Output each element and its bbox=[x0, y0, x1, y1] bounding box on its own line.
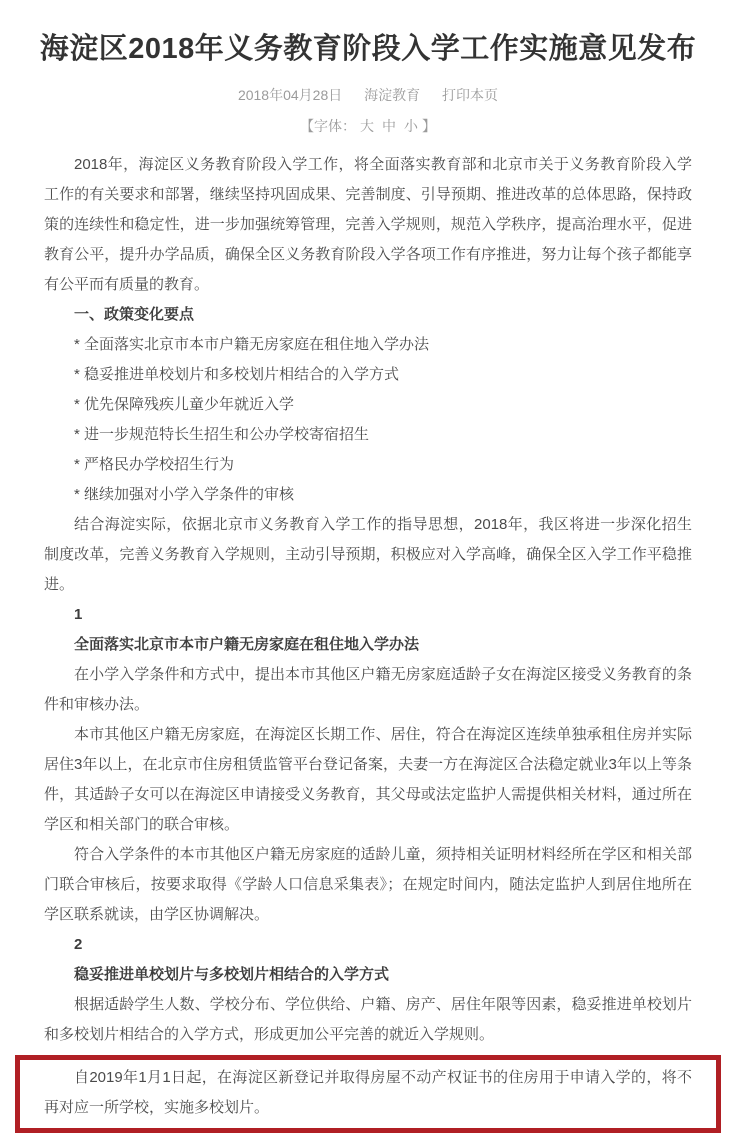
paragraph: 结合海淀实际，依据北京市义务教育入学工作的指导思想，2018年，我区将进一步深化招生制度改革，完善义务教育入学规则，主动引导预期，积极应对入学高峰，确保全区入学工作平稳推进。 bbox=[44, 516, 692, 594]
paragraph: 根据适龄学生人数、学校分布、学位供给、户籍、房产、居住年限等因素，稳妥推进单校划片和多校划片相结合的入学方式，形成更加公平完善的就近入学规则。 bbox=[44, 996, 692, 1044]
page-title: 海淀区2018年义务教育阶段入学工作实施意见发布 bbox=[39, 33, 697, 65]
font-size-option-medium[interactable]: 中 bbox=[382, 118, 396, 135]
font-size-option-small[interactable]: 小 bbox=[404, 118, 418, 135]
bullet-item: * 继续加强对小学入学条件的审核 bbox=[74, 486, 295, 504]
bullet-item: * 优先保障残疾儿童少年就近入学 bbox=[74, 396, 295, 414]
paragraph: 在小学入学条件和方式中，提出本市其他区户籍无房家庭适龄子女在海淀区接受义务教育的条件和审核办法。 bbox=[44, 666, 692, 714]
section-heading: 全面落实北京市本市户籍无房家庭在租住地入学办法 bbox=[74, 636, 420, 654]
bullet-item: * 进一步规范特长生招生和公办学校寄宿招生 bbox=[74, 426, 370, 444]
section-heading: 稳妥推进单校划片与多校划片相结合的入学方式 bbox=[74, 966, 390, 984]
section-number: 2 bbox=[74, 936, 83, 954]
font-size-selector bbox=[0, 116, 736, 136]
bullet-item: * 全面落实北京市本市户籍无房家庭在租住地入学办法 bbox=[74, 336, 430, 354]
font-selector-suffix: 】 bbox=[422, 118, 436, 135]
print-page-link[interactable]: 打印本页 bbox=[442, 87, 499, 104]
section-heading: 一、政策变化要点 bbox=[74, 306, 195, 324]
article-body bbox=[0, 136, 736, 1133]
paragraph: 本市其他区户籍无房家庭，在海淀区长期工作、居住，符合在海淀区连续单独承租住房并实际居住3年以上，在北京市住房租赁监管平台登记备案，夫妻一方在海淀区合法稳定就业3年以上等条件，其适龄子女可以在海淀区申请接受义务教育，其父母或法定监护人需提供相关材料，通过所在学区和相关部门的联合审核。 bbox=[44, 726, 692, 834]
font-selector-prefix: 【字体： bbox=[300, 118, 356, 135]
paragraph: 2018年，海淀区义务教育阶段入学工作，将全面落实教育部和北京市关于义务教育阶段入学工作的有关要求和部署，继续坚持巩固成果、完善制度、引导预期、推进改革的总体思路，保持政策的连续性和稳定性，进一步加强统筹管理，完善入学规则，规范入学秩序，提高治理水平，促进教育公平，提升办学品质，确保全区义务教育阶段入学各项工作有序推进，努力让每个孩子都能享有公平而有质量的教育。 bbox=[44, 156, 692, 294]
source-label: 海淀教育 bbox=[364, 87, 421, 104]
article-meta bbox=[0, 85, 736, 105]
publish-date: 2018年04月28日 bbox=[237, 87, 343, 104]
bullet-item: * 稳妥推进单校划片和多校划片相结合的入学方式 bbox=[74, 366, 400, 384]
paragraph: 符合入学条件的本市其他区户籍无房家庭的适龄儿童，须持相关证明材料经所在学区和相关部门联合审核后，按要求取得《学龄人口信息采集表》；在规定时间内，随法定监护人到居住地所在学区联系就读，由学区协调解决。 bbox=[44, 846, 692, 924]
section-number: 1 bbox=[74, 606, 83, 624]
font-size-option-large[interactable]: 大 bbox=[360, 118, 374, 135]
highlight-box bbox=[15, 1055, 721, 1133]
highlighted-paragraph: 自2019年1月1日起，在海淀区新登记并取得房屋不动产权证书的住房用于申请入学的，将不再对应一所学校，实施多校划片。 bbox=[44, 1069, 692, 1117]
bullet-item: * 严格民办学校招生行为 bbox=[74, 456, 235, 474]
